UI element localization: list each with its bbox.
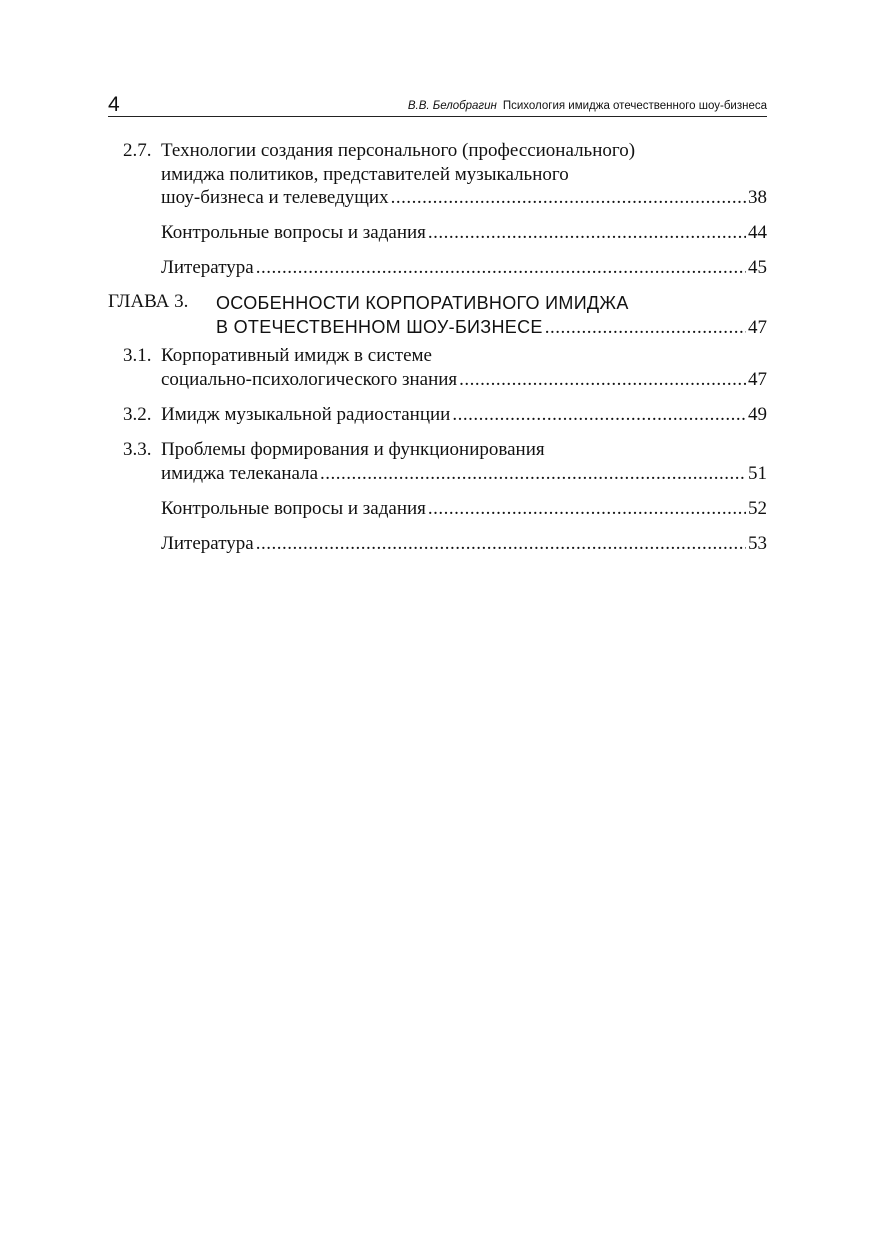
leader-dots bbox=[452, 403, 746, 427]
chapter-title-line: В ОТЕЧЕСТВЕННОМ ШОУ-БИЗНЕСЕ bbox=[216, 317, 543, 337]
chapter-title-last-line bbox=[216, 315, 767, 340]
toc-entry bbox=[161, 403, 767, 427]
toc-page-number: 44 bbox=[748, 222, 767, 243]
toc-entry bbox=[161, 256, 767, 280]
toc-entry-title-line: социально-психологического знания bbox=[161, 369, 458, 390]
toc-page-number: 47 bbox=[748, 369, 767, 390]
toc-page-number: 45 bbox=[748, 257, 767, 278]
toc-page-number: 52 bbox=[748, 498, 767, 519]
toc-entry-title: Литература bbox=[161, 257, 254, 278]
toc-entry-title: Литература bbox=[161, 533, 254, 554]
toc-entry bbox=[161, 221, 767, 245]
toc-page-number: 51 bbox=[748, 463, 767, 484]
toc-page-number: 47 bbox=[748, 317, 767, 338]
toc-page-number: 38 bbox=[748, 187, 767, 208]
leader-dots bbox=[459, 368, 746, 392]
page-number: 4 bbox=[108, 93, 120, 116]
toc-entry-title-line: Проблемы формирования и функционирования bbox=[161, 439, 545, 460]
toc-page-number: 53 bbox=[748, 533, 767, 554]
running-head bbox=[408, 99, 767, 113]
toc-entry-number: 3.1. bbox=[123, 345, 152, 366]
toc-entry-number: 2.7. bbox=[123, 140, 152, 161]
toc-entry-title-line: шоу-бизнеса и телеведущих bbox=[161, 187, 389, 208]
toc-entry-number: 3.2. bbox=[123, 404, 152, 425]
toc-entry-title-line: Корпоративный имидж в системе bbox=[161, 345, 432, 366]
toc-entry bbox=[161, 532, 767, 556]
running-head-author: В.В. Белобрагин bbox=[407, 100, 497, 112]
toc-entry-title: Контрольные вопросы и задания bbox=[161, 222, 426, 243]
toc-entry bbox=[161, 497, 767, 521]
toc-entry-title-line: имиджа телеканала bbox=[161, 463, 319, 484]
leader-dots bbox=[256, 532, 746, 556]
leader-dots bbox=[256, 256, 746, 280]
running-header bbox=[108, 94, 767, 117]
leader-dots bbox=[545, 316, 746, 340]
toc-entry-last-line bbox=[161, 368, 767, 392]
toc-entry-title-line: Технологии создания персонального (профессионального) bbox=[161, 140, 636, 161]
chapter-label: ГЛАВА 3. bbox=[108, 291, 189, 312]
leader-dots bbox=[320, 462, 746, 486]
running-head-title: Психология имиджа отечественного шоу-бизнеса bbox=[502, 100, 767, 112]
leader-dots bbox=[428, 221, 746, 245]
leader-dots bbox=[391, 186, 746, 210]
toc-entry-number: 3.3. bbox=[123, 439, 152, 460]
leader-dots bbox=[428, 497, 746, 521]
toc-entry-last-line bbox=[161, 462, 767, 486]
toc-page-number: 49 bbox=[748, 404, 767, 425]
toc-entry-title: Контрольные вопросы и задания bbox=[161, 498, 426, 519]
toc-entry-last-line bbox=[161, 186, 767, 210]
toc-entry-title-line: имиджа политиков, представителей музыкального bbox=[161, 164, 569, 185]
chapter-title-line: ОСОБЕННОСТИ КОРПОРАТИВНОГО ИМИДЖА bbox=[216, 293, 629, 313]
toc-entry-title: Имидж музыкальной радиостанции bbox=[161, 404, 451, 425]
